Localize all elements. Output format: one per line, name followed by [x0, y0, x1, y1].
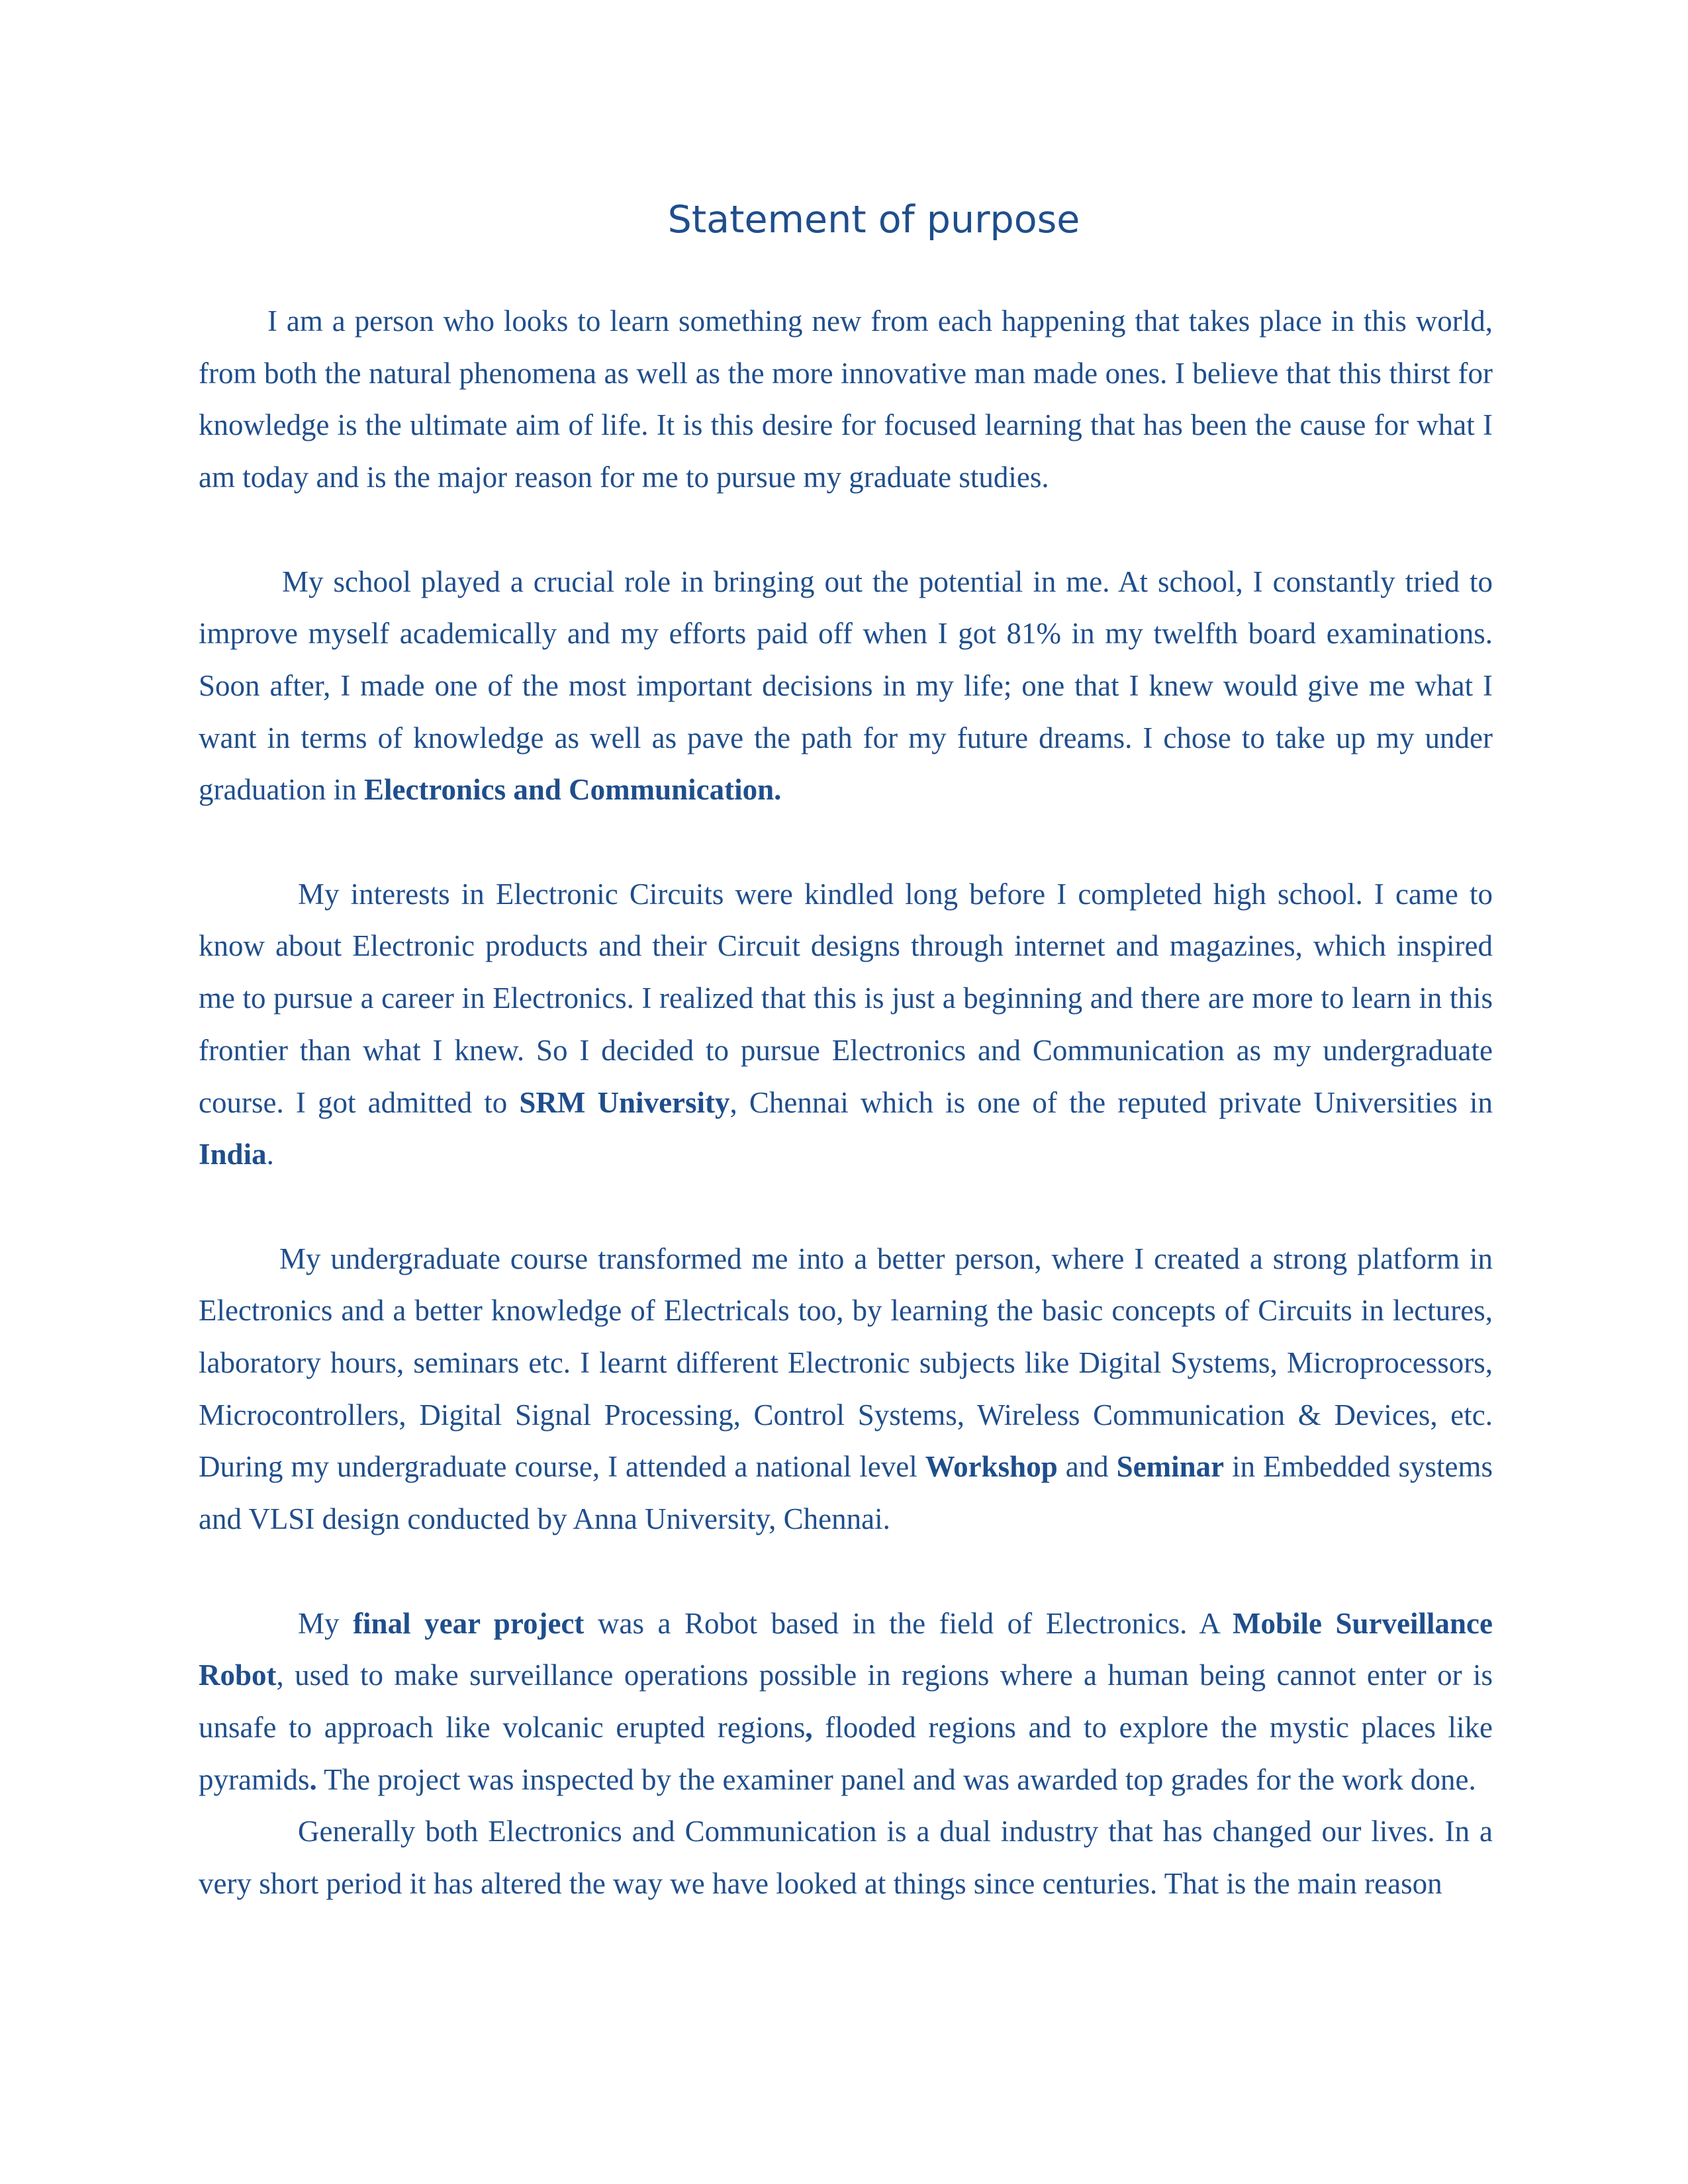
paragraph-text: , Chennai which is one of the reputed private Universities in	[729, 1085, 1493, 1119]
document-body	[199, 295, 1493, 1910]
paragraph-text: I am a person who looks to learn something new from each happening that takes place in this world, from both the natural phenomena as well as the more innovative man made ones. I believe that this thirst for knowledge is the ultimate aim of life. It is this desire for focused learning that has been the cause for what I am today and is the major reason for me to pursue my graduate studies.	[199, 304, 1493, 494]
bold-text-srm-university: SRM University	[519, 1085, 730, 1119]
paragraph-text: My undergraduate course transformed me into a better person, where I created a strong platform in Electronics and a better knowledge of Electricals too, by learning the basic concepts of Circuits in lectures, laboratory hours, seminars etc. I learnt different Electronic subjects like Digital Systems, Microprocessors, Microcontrollers, Digital Signal Processing, Control Systems, Wireless Communication & Devices, etc. During my undergraduate course, I attended a national level	[199, 1242, 1493, 1484]
bold-period: .	[309, 1762, 317, 1796]
bold-text-mobile-surveillance-robot: Mobile Surveillance Robot	[199, 1606, 1493, 1692]
bold-text-final-year-project: final year project	[353, 1606, 585, 1640]
paragraph-conclusion	[199, 1805, 1493, 1909]
paragraph-final-year-project	[199, 1598, 1493, 1806]
bold-text-india: India	[199, 1138, 267, 1171]
paragraph-text: .	[266, 1138, 274, 1171]
paragraph-text: in Embedded systems and VLSI design conducted by Anna University, Chennai.	[199, 1450, 1493, 1536]
paragraph-text: My	[298, 1606, 353, 1640]
paragraph-school	[199, 556, 1493, 817]
bold-text-workshop: Workshop	[925, 1450, 1058, 1484]
paragraph-undergraduate	[199, 1233, 1493, 1545]
document-title: Statement of purpose	[667, 198, 1080, 242]
paragraph-text: My school played a crucial role in bringing out the potential in me. At school, I constantly tried to improve myself academically and my efforts paid off when I got 81% in my twelfth board examinations. Soon after, I made one of the most important decisions in my life; one that I knew would give me what I want in terms of knowledge as well as pave the path for my future dreams. I chose to take up my under graduation in	[199, 565, 1493, 807]
paragraph-text: Generally both Electronics and Communication is a dual industry that has changed our lives. In a very short period it has altered the way we have looked at things since centuries. That is the main reason	[199, 1815, 1493, 1901]
paragraph-text: The project was inspected by the examiner panel and was awarded top grades for the work done.	[316, 1762, 1476, 1796]
paragraph-text: flooded regions and to explore the mystic places like pyramids	[199, 1710, 1493, 1796]
paragraph-text: and	[1057, 1450, 1117, 1484]
paragraph-text: was a Robot based in the field of Electronics. A	[584, 1606, 1233, 1640]
paragraph-text: , used to make surveillance operations possible in regions where a human being cannot enter or is unsafe to approach like volcanic erupted regions	[199, 1659, 1493, 1744]
bold-text-electronics-and-communication: Electronics and Communication.	[363, 773, 782, 807]
bold-text-seminar: Seminar	[1116, 1450, 1225, 1484]
bold-comma: ,	[805, 1710, 813, 1744]
paragraph-introduction	[199, 295, 1493, 504]
paragraph-text: My interests in Electronic Circuits were kindled long before I completed high school. I came to know about Electronic products and their Circuit designs through internet and magazines, which inspired me to pursue a career in Electronics. I realized that this is just a beginning and there are more to learn in this frontier than what I knew. So I decided to pursue Electronics and Communication as my undergraduate course. I got admitted to	[199, 877, 1493, 1119]
paragraph-interests	[199, 868, 1493, 1181]
